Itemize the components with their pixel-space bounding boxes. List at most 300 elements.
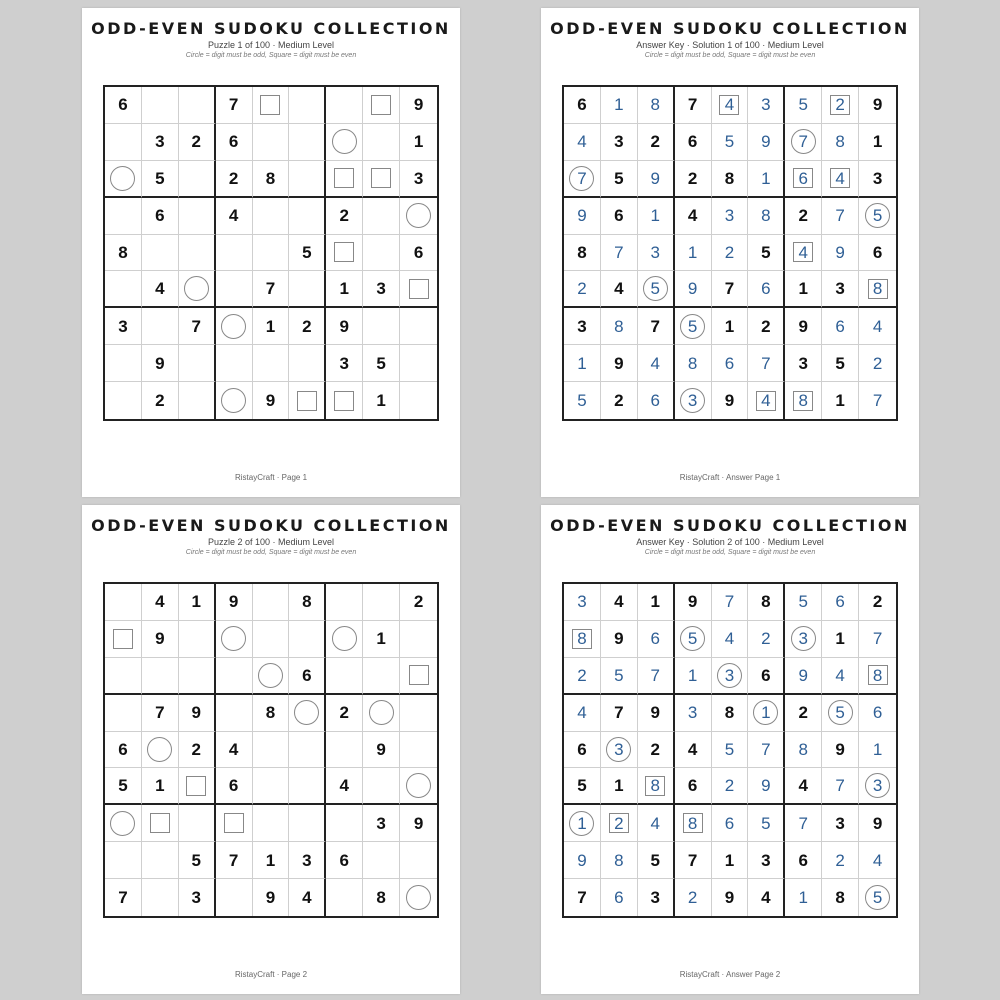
cell-digit: 9 xyxy=(155,353,165,373)
sudoku-cell xyxy=(179,124,216,161)
sudoku-cell xyxy=(142,308,179,345)
cell-digit: 4 xyxy=(798,242,808,262)
cell-digit: 3 xyxy=(413,168,424,188)
sudoku-cell xyxy=(363,161,400,198)
cell-digit: 6 xyxy=(118,95,128,115)
sudoku-cell xyxy=(216,382,253,419)
sudoku-cell xyxy=(400,382,437,419)
cell-digit: 2 xyxy=(339,703,349,723)
cell-digit: 8 xyxy=(687,353,698,373)
sudoku-cell xyxy=(638,124,675,161)
even-square-marker xyxy=(260,95,280,115)
sudoku-cell xyxy=(748,161,785,198)
puzzle-page-2 xyxy=(82,505,460,994)
sudoku-cell xyxy=(105,382,142,419)
cell-digit: 8 xyxy=(724,168,735,188)
cell-digit: 3 xyxy=(724,206,735,226)
sudoku-cell xyxy=(216,584,253,621)
cell-digit: 5 xyxy=(724,132,735,152)
sudoku-cell xyxy=(822,235,859,272)
sudoku-cell xyxy=(289,124,326,161)
cell-digit: 8 xyxy=(798,739,808,759)
sudoku-cell xyxy=(748,584,785,621)
sudoku-cell xyxy=(601,805,638,842)
cell-digit: 4 xyxy=(761,888,771,908)
cell-digit: 1 xyxy=(413,132,424,152)
sudoku-cell xyxy=(253,805,290,842)
sudoku-cell xyxy=(179,198,216,235)
sudoku-cell xyxy=(638,768,675,805)
sudoku-cell xyxy=(638,308,675,345)
cell-digit: 2 xyxy=(191,739,201,759)
cell-digit: 4 xyxy=(650,813,660,833)
cell-digit: 3 xyxy=(687,391,698,411)
page-subtitle: Answer Key · Solution 2 of 100 · Medium Level xyxy=(636,537,824,547)
cell-digit: 3 xyxy=(835,279,845,299)
sudoku-cell xyxy=(822,124,859,161)
cell-digit: 3 xyxy=(724,665,735,685)
sudoku-cell xyxy=(105,732,142,769)
sudoku-cell xyxy=(638,658,675,695)
sudoku-cell xyxy=(785,271,822,308)
sudoku-cell xyxy=(822,382,859,419)
cell-digit: 7 xyxy=(577,888,587,908)
sudoku-cell xyxy=(859,621,896,658)
sudoku-cell xyxy=(859,161,896,198)
cell-digit: 3 xyxy=(761,850,771,870)
sudoku-cell xyxy=(216,87,253,124)
cell-digit: 1 xyxy=(614,776,624,796)
sudoku-cell xyxy=(601,879,638,916)
page-footer: RistayCraft · Answer Page 2 xyxy=(679,970,781,979)
sudoku-cell xyxy=(363,308,400,345)
cell-digit: 5 xyxy=(650,850,660,870)
sudoku-cell xyxy=(363,382,400,419)
sudoku-cell xyxy=(216,198,253,235)
sudoku-cell xyxy=(253,198,290,235)
cell-digit: 4 xyxy=(155,279,165,299)
sudoku-cell xyxy=(179,768,216,805)
even-square-marker xyxy=(150,813,170,833)
cell-digit: 5 xyxy=(872,206,883,226)
sudoku-cell xyxy=(326,842,363,879)
sudoku-cell xyxy=(326,621,363,658)
odd-circle-marker xyxy=(406,203,431,228)
even-square-marker xyxy=(371,95,391,115)
sudoku-cell xyxy=(289,87,326,124)
cell-digit: 4 xyxy=(339,776,349,796)
sudoku-cell xyxy=(564,879,601,916)
sudoku-cell xyxy=(564,732,601,769)
sudoku-cell xyxy=(748,658,785,695)
sudoku-cell xyxy=(859,345,896,382)
cell-digit: 1 xyxy=(687,242,698,262)
sudoku-cell xyxy=(253,621,290,658)
sudoku-cell xyxy=(748,345,785,382)
sudoku-cell xyxy=(638,382,675,419)
sudoku-cell xyxy=(289,658,326,695)
cell-digit: 9 xyxy=(339,316,349,336)
sudoku-cell xyxy=(712,768,749,805)
sudoku-cell xyxy=(142,584,179,621)
sudoku-cell xyxy=(675,124,712,161)
cell-digit: 6 xyxy=(761,279,771,299)
cell-digit: 5 xyxy=(724,739,735,759)
cell-digit: 2 xyxy=(761,629,771,649)
sudoku-cell xyxy=(712,87,749,124)
cell-digit: 3 xyxy=(118,316,128,336)
sudoku-cell xyxy=(785,345,822,382)
sudoku-cell xyxy=(675,382,712,419)
sudoku-cell xyxy=(326,382,363,419)
sudoku-cell xyxy=(326,345,363,382)
sudoku-cell xyxy=(289,732,326,769)
sudoku-cell xyxy=(326,161,363,198)
sudoku-cell xyxy=(859,732,896,769)
sudoku-cell xyxy=(712,308,749,345)
cell-digit: 8 xyxy=(577,629,587,649)
cell-digit: 5 xyxy=(614,665,624,685)
cell-digit: 2 xyxy=(650,132,660,152)
cell-digit: 1 xyxy=(265,316,276,336)
sudoku-cell xyxy=(822,271,859,308)
sudoku-cell xyxy=(253,87,290,124)
cell-digit: 9 xyxy=(614,353,624,373)
cell-digit: 2 xyxy=(191,132,201,152)
sudoku-cell xyxy=(785,805,822,842)
even-square-marker xyxy=(409,665,429,685)
cell-digit: 1 xyxy=(191,592,201,612)
sudoku-cell xyxy=(105,87,142,124)
cell-digit: 5 xyxy=(761,242,771,262)
cell-digit: 9 xyxy=(413,813,424,833)
cell-digit: 1 xyxy=(577,353,587,373)
sudoku-cell xyxy=(748,768,785,805)
sudoku-cell xyxy=(289,345,326,382)
sudoku-cell xyxy=(326,768,363,805)
sudoku-cell xyxy=(179,879,216,916)
sudoku-cell xyxy=(105,879,142,916)
sudoku-cell xyxy=(326,198,363,235)
odd-circle-marker xyxy=(221,388,246,413)
cell-digit: 2 xyxy=(761,316,771,336)
sudoku-cell xyxy=(363,198,400,235)
sudoku-cell xyxy=(675,805,712,842)
cell-digit: 5 xyxy=(872,888,883,908)
cell-digit: 6 xyxy=(872,703,883,723)
sudoku-cell xyxy=(363,842,400,879)
page-subtitle: Answer Key · Solution 1 of 100 · Medium Level xyxy=(636,40,824,50)
sudoku-cell xyxy=(675,842,712,879)
sudoku-cell xyxy=(712,345,749,382)
cell-digit: 4 xyxy=(228,206,239,226)
sudoku-cell xyxy=(712,879,749,916)
odd-circle-marker xyxy=(369,700,394,725)
sudoku-cell xyxy=(822,805,859,842)
sudoku-cell xyxy=(638,584,675,621)
sudoku-cell xyxy=(822,161,859,198)
sudoku-cell xyxy=(179,621,216,658)
even-square-marker xyxy=(334,168,354,188)
cell-digit: 3 xyxy=(872,168,883,188)
sudoku-cell xyxy=(326,805,363,842)
sudoku-cell xyxy=(400,768,437,805)
cell-digit: 1 xyxy=(339,279,349,299)
sudoku-cell xyxy=(142,658,179,695)
sudoku-cell xyxy=(400,198,437,235)
cell-digit: 2 xyxy=(687,888,698,908)
cell-digit: 4 xyxy=(577,132,587,152)
cell-digit: 1 xyxy=(650,206,660,226)
sudoku-cell xyxy=(859,658,896,695)
sudoku-cell xyxy=(748,308,785,345)
cell-digit: 9 xyxy=(872,95,883,115)
cell-digit: 4 xyxy=(302,888,312,908)
cell-digit: 2 xyxy=(835,95,845,115)
cell-digit: 9 xyxy=(650,703,660,723)
cell-digit: 1 xyxy=(835,391,845,411)
sudoku-cell xyxy=(326,695,363,732)
cell-digit: 3 xyxy=(798,629,808,649)
cell-digit: 9 xyxy=(687,279,698,299)
sudoku-cell xyxy=(400,308,437,345)
cell-digit: 1 xyxy=(155,776,165,796)
sudoku-cell xyxy=(564,87,601,124)
cell-digit: 9 xyxy=(798,665,808,685)
cell-digit: 2 xyxy=(577,665,587,685)
sudoku-cell xyxy=(859,842,896,879)
sudoku-cell xyxy=(712,124,749,161)
sudoku-cell xyxy=(712,842,749,879)
cell-digit: 1 xyxy=(872,132,883,152)
sudoku-cell xyxy=(289,161,326,198)
cell-digit: 8 xyxy=(872,279,883,299)
sudoku-cell xyxy=(400,842,437,879)
sudoku-cell xyxy=(601,198,638,235)
cell-digit: 7 xyxy=(118,888,128,908)
cell-digit: 1 xyxy=(761,703,771,723)
sudoku-cell xyxy=(859,768,896,805)
sudoku-cell xyxy=(859,584,896,621)
sudoku-cell xyxy=(564,198,601,235)
sudoku-cell xyxy=(105,235,142,272)
sudoku-cell xyxy=(564,382,601,419)
cell-digit: 8 xyxy=(376,888,386,908)
sudoku-cell xyxy=(712,382,749,419)
page-subtitle: Puzzle 2 of 100 · Medium Level xyxy=(207,537,335,547)
sudoku-cell xyxy=(253,768,290,805)
cell-digit: 7 xyxy=(687,95,698,115)
sudoku-cell xyxy=(638,198,675,235)
sudoku-cell xyxy=(675,732,712,769)
sudoku-cell xyxy=(564,345,601,382)
sudoku-cell xyxy=(675,161,712,198)
sudoku-cell xyxy=(216,235,253,272)
sudoku-cell xyxy=(253,658,290,695)
sudoku-cell xyxy=(748,87,785,124)
sudoku-cell xyxy=(326,87,363,124)
cell-digit: 4 xyxy=(614,279,624,299)
cell-digit: 5 xyxy=(835,353,845,373)
sudoku-cell xyxy=(675,768,712,805)
odd-circle-marker xyxy=(221,314,246,339)
sudoku-cell xyxy=(142,382,179,419)
sudoku-cell xyxy=(179,345,216,382)
rule-note: Circle = digit must be odd, Square = digit must be even xyxy=(644,52,816,59)
sudoku-cell xyxy=(363,879,400,916)
cell-digit: 9 xyxy=(872,813,883,833)
sudoku-cell xyxy=(638,695,675,732)
cell-digit: 3 xyxy=(650,888,660,908)
odd-circle-marker xyxy=(110,166,135,191)
cell-digit: 2 xyxy=(155,391,165,411)
cell-digit: 1 xyxy=(724,850,735,870)
sudoku-cell xyxy=(105,345,142,382)
cell-digit: 7 xyxy=(614,242,624,262)
sudoku-cell xyxy=(748,621,785,658)
cell-digit: 6 xyxy=(577,95,587,115)
sudoku-cell xyxy=(179,695,216,732)
sudoku-cell xyxy=(601,621,638,658)
odd-circle-marker xyxy=(294,700,319,725)
cell-digit: 2 xyxy=(228,168,239,188)
sudoku-cell xyxy=(859,308,896,345)
cell-digit: 1 xyxy=(798,888,808,908)
sudoku-cell xyxy=(142,621,179,658)
cell-digit: 7 xyxy=(228,850,239,870)
sudoku-cell xyxy=(748,732,785,769)
sudoku-cell xyxy=(822,308,859,345)
cell-digit: 9 xyxy=(228,592,239,612)
cell-digit: 2 xyxy=(614,813,624,833)
cell-digit: 6 xyxy=(835,316,845,336)
sudoku-cell xyxy=(142,124,179,161)
cell-digit: 9 xyxy=(835,242,845,262)
sudoku-grid xyxy=(103,85,439,421)
even-square-marker xyxy=(334,242,354,262)
even-square-marker xyxy=(113,629,133,649)
sudoku-cell xyxy=(363,732,400,769)
sudoku-cell xyxy=(712,271,749,308)
cell-digit: 5 xyxy=(191,850,201,870)
odd-circle-marker xyxy=(332,626,357,651)
sudoku-cell xyxy=(748,695,785,732)
sudoku-cell xyxy=(822,732,859,769)
page-subtitle: Puzzle 1 of 100 · Medium Level xyxy=(207,40,335,50)
sudoku-cell xyxy=(675,621,712,658)
sudoku-cell xyxy=(105,658,142,695)
sudoku-cell xyxy=(326,235,363,272)
cell-digit: 7 xyxy=(614,703,624,723)
cell-digit: 4 xyxy=(872,316,883,336)
sudoku-cell xyxy=(253,732,290,769)
cell-digit: 3 xyxy=(614,132,624,152)
sudoku-cell xyxy=(822,842,859,879)
cell-digit: 9 xyxy=(724,888,735,908)
sudoku-cell xyxy=(601,308,638,345)
sudoku-grid xyxy=(562,85,898,421)
cell-digit: 5 xyxy=(835,703,845,723)
cell-digit: 8 xyxy=(650,95,660,115)
cell-digit: 6 xyxy=(650,391,660,411)
sudoku-cell xyxy=(748,805,785,842)
cell-digit: 6 xyxy=(118,739,128,759)
sudoku-cell xyxy=(564,235,601,272)
cell-digit: 2 xyxy=(614,391,624,411)
sudoku-cell xyxy=(601,235,638,272)
sudoku-cell xyxy=(712,161,749,198)
cell-digit: 9 xyxy=(650,168,660,188)
cell-digit: 3 xyxy=(761,95,771,115)
sudoku-cell xyxy=(142,235,179,272)
cell-digit: 5 xyxy=(577,391,587,411)
sudoku-cell xyxy=(179,732,216,769)
sudoku-cell xyxy=(822,87,859,124)
cell-digit: 8 xyxy=(798,391,808,411)
cell-digit: 8 xyxy=(614,850,624,870)
cell-digit: 7 xyxy=(835,206,845,226)
sudoku-cell xyxy=(638,621,675,658)
sudoku-cell xyxy=(400,271,437,308)
sudoku-cell xyxy=(363,345,400,382)
sudoku-cell xyxy=(785,658,822,695)
page-title: ODD-EVEN SUDOKU COLLECTION xyxy=(91,19,451,38)
cell-digit: 4 xyxy=(228,739,239,759)
cell-digit: 4 xyxy=(614,592,624,612)
cell-digit: 6 xyxy=(228,776,239,796)
sudoku-cell xyxy=(105,768,142,805)
sudoku-cell xyxy=(564,584,601,621)
sudoku-cell xyxy=(179,584,216,621)
sudoku-cell xyxy=(601,161,638,198)
cell-digit: 4 xyxy=(155,592,165,612)
cell-digit: 2 xyxy=(687,168,698,188)
sudoku-cell xyxy=(859,879,896,916)
cell-digit: 3 xyxy=(376,279,386,299)
cell-digit: 1 xyxy=(724,316,735,336)
cell-digit: 4 xyxy=(724,95,735,115)
sudoku-cell xyxy=(638,345,675,382)
sudoku-cell xyxy=(289,382,326,419)
sudoku-cell xyxy=(216,842,253,879)
cell-digit: 9 xyxy=(724,391,735,411)
puzzle-page-1 xyxy=(82,8,460,497)
sudoku-cell xyxy=(400,732,437,769)
sudoku-cell xyxy=(142,345,179,382)
sudoku-cell xyxy=(179,87,216,124)
sudoku-cell xyxy=(601,768,638,805)
cell-digit: 3 xyxy=(302,850,312,870)
sudoku-cell xyxy=(564,842,601,879)
sudoku-cell xyxy=(216,161,253,198)
sudoku-cell xyxy=(142,695,179,732)
sudoku-cell xyxy=(179,271,216,308)
cell-digit: 7 xyxy=(761,739,771,759)
sudoku-cell xyxy=(216,768,253,805)
cell-digit: 8 xyxy=(265,703,276,723)
cell-digit: 2 xyxy=(724,776,735,796)
cell-digit: 4 xyxy=(724,629,735,649)
cell-digit: 6 xyxy=(798,168,808,188)
sudoku-cell xyxy=(363,695,400,732)
cell-digit: 1 xyxy=(872,739,883,759)
sudoku-cell xyxy=(289,198,326,235)
cell-digit: 3 xyxy=(376,813,386,833)
cell-digit: 7 xyxy=(798,132,808,152)
sudoku-cell xyxy=(289,235,326,272)
sudoku-cell xyxy=(363,658,400,695)
sudoku-cell xyxy=(179,805,216,842)
